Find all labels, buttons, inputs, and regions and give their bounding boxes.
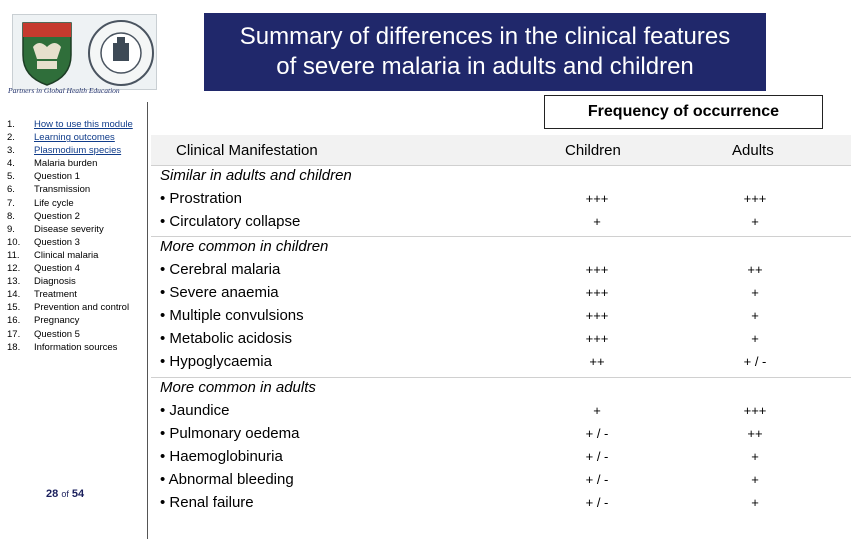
page-total: 54 <box>71 488 85 500</box>
table-row-label: • Severe anaemia <box>160 284 279 301</box>
children-frequency: ++ <box>589 354 605 369</box>
sidebar-item-label: Question 3 <box>34 236 80 248</box>
children-frequency: + <box>593 403 601 418</box>
table-row-label: • Abnormal bleeding <box>160 471 294 488</box>
sidebar-item-number: 14. <box>7 289 21 301</box>
children-frequency: + / - <box>585 449 609 464</box>
adults-frequency: + <box>751 495 759 510</box>
group-heading: Similar in adults and children <box>160 167 352 184</box>
group-band <box>151 377 851 378</box>
sidebar-item[interactable] <box>7 144 134 157</box>
children-frequency: +++ <box>585 262 609 277</box>
table-row-label: • Metabolic acidosis <box>160 330 292 347</box>
sidebar-item-number: 15. <box>7 302 21 314</box>
adults-frequency: + <box>751 472 759 487</box>
sidebar-item-label: Malaria burden <box>34 158 98 170</box>
sidebar-item[interactable] <box>7 275 134 288</box>
children-frequency: +++ <box>585 285 609 300</box>
page-indicator <box>46 488 84 500</box>
title-line-2: of severe malaria in adults and children <box>276 53 694 80</box>
sidebar-item-label: Pregnancy <box>34 315 80 327</box>
slide-title <box>204 13 766 91</box>
children-frequency: +++ <box>585 191 609 206</box>
table-row-label: • Multiple convulsions <box>160 307 304 324</box>
children-frequency: + / - <box>585 472 609 487</box>
sidebar-item[interactable] <box>7 183 134 196</box>
children-frequency: + / - <box>585 495 609 510</box>
sidebar-item-number: 2. <box>7 132 15 144</box>
sidebar-item[interactable] <box>7 170 134 183</box>
sidebar-item-number: 7. <box>7 197 15 209</box>
adults-frequency: + <box>751 214 759 229</box>
sidebar-item-number: 13. <box>7 276 21 288</box>
sidebar-item[interactable] <box>7 131 134 144</box>
table-row-label: • Hypoglycaemia <box>160 353 272 370</box>
title-line-1: Summary of differences in the clinical features <box>239 23 731 50</box>
adults-frequency: +++ <box>743 403 767 418</box>
sidebar-item[interactable] <box>7 223 134 236</box>
col-adults-header: Adults <box>732 142 774 159</box>
page-of: of <box>61 489 69 499</box>
sidebar-item[interactable] <box>7 118 134 131</box>
adults-frequency: + <box>751 449 759 464</box>
adults-frequency: ++ <box>747 426 763 441</box>
sidebar-item-label[interactable]: How to use this module <box>34 119 133 130</box>
page-current: 28 <box>46 488 59 500</box>
sidebar-item[interactable] <box>7 210 134 223</box>
children-frequency: +++ <box>585 308 609 323</box>
sidebar-item[interactable] <box>7 328 134 341</box>
crest-logos-graphic <box>13 15 156 89</box>
sidebar-item-label: Question 4 <box>34 263 80 275</box>
table-row-label: • Pulmonary oedema <box>160 425 300 442</box>
table-row-label: • Prostration <box>160 190 242 207</box>
adults-frequency: + <box>751 331 759 346</box>
sidebar-item-number: 4. <box>7 158 15 170</box>
sidebar-nav <box>0 102 148 539</box>
sidebar-item-label: Disease severity <box>34 223 104 235</box>
sidebar-item-label: Transmission <box>34 184 91 196</box>
sidebar-item-number: 8. <box>7 210 15 222</box>
sidebar-item-label: Question 1 <box>34 171 80 183</box>
sidebar-item[interactable] <box>7 314 134 327</box>
sidebar-item-number: 17. <box>7 328 21 340</box>
sidebar-item[interactable] <box>7 236 134 249</box>
col-manifestation-header: Clinical Manifestation <box>176 142 318 159</box>
table-row-label: • Renal failure <box>160 494 254 511</box>
group-heading: More common in children <box>160 238 329 255</box>
sidebar-item-number: 16. <box>7 315 21 327</box>
sidebar-item-label: Question 2 <box>34 210 80 222</box>
table-row-label: • Circulatory collapse <box>160 213 301 230</box>
sidebar-item-number: 6. <box>7 184 15 196</box>
frequency-header: Frequency of occurrence <box>544 95 823 129</box>
sidebar-item[interactable] <box>7 288 134 301</box>
sidebar-item-label: Prevention and control <box>34 302 130 314</box>
adults-frequency: + <box>751 285 759 300</box>
sidebar-item[interactable] <box>7 341 134 354</box>
sidebar-item-number: 5. <box>7 171 15 183</box>
sidebar-item[interactable] <box>7 197 134 210</box>
sidebar-item-label: Life cycle <box>34 197 74 209</box>
adults-frequency: ++ <box>747 262 763 277</box>
nav-list <box>7 118 134 354</box>
table-row-label: • Jaundice <box>160 402 230 419</box>
table-row-label: • Haemoglobinuria <box>160 448 283 465</box>
institution-logos <box>12 14 157 90</box>
children-frequency: + <box>593 214 601 229</box>
sidebar-item[interactable] <box>7 249 134 262</box>
children-frequency: + / - <box>585 426 609 441</box>
adults-frequency: + / - <box>743 354 767 369</box>
sidebar-item-label: Treatment <box>34 289 77 301</box>
sidebar-item[interactable] <box>7 301 134 314</box>
sidebar-item-label[interactable]: Plasmodium species <box>34 145 122 157</box>
sidebar-item-label[interactable]: Learning outcomes <box>34 132 115 144</box>
sidebar-item-number: 18. <box>7 341 21 353</box>
sidebar-item-number: 1. <box>7 119 15 130</box>
partners-caption: Partners in Global Health Education <box>8 86 120 95</box>
sidebar-item-label: Diagnosis <box>34 276 76 288</box>
sidebar-item-number: 11. <box>7 249 20 261</box>
children-frequency: +++ <box>585 331 609 346</box>
sidebar-item-label: Question 5 <box>34 328 80 340</box>
col-children-header: Children <box>565 142 621 159</box>
sidebar-item-number: 10. <box>7 236 21 248</box>
sidebar-item[interactable] <box>7 157 134 170</box>
sidebar-item-number: 3. <box>7 145 15 157</box>
group-band <box>151 236 851 237</box>
sidebar-item-number: 9. <box>7 223 15 235</box>
table-row-label: • Cerebral malaria <box>160 261 281 278</box>
group-heading: More common in adults <box>160 379 316 396</box>
adults-frequency: + <box>751 308 759 323</box>
sidebar-item-label: Clinical malaria <box>34 249 99 261</box>
group-band <box>151 165 851 166</box>
adults-frequency: +++ <box>743 191 767 206</box>
sidebar-item[interactable] <box>7 262 134 275</box>
sidebar-item-number: 12. <box>7 263 21 275</box>
sidebar-item-label: Information sources <box>34 341 118 353</box>
